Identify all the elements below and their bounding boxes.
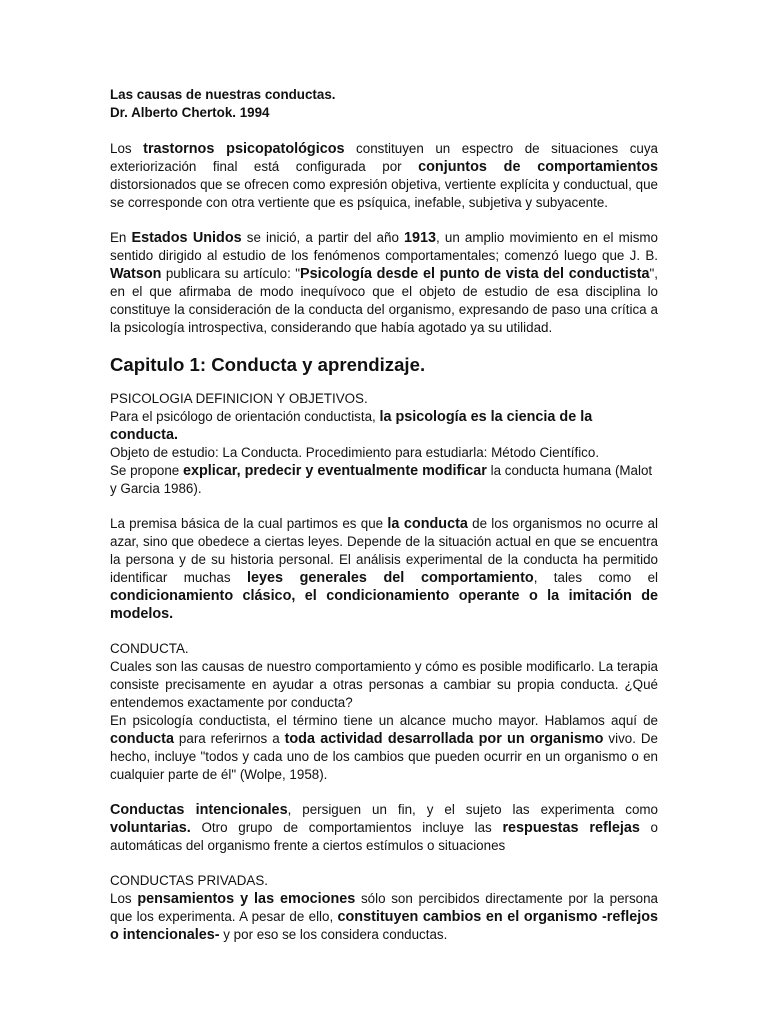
document-body — [110, 86, 658, 944]
section-heading-conducta: CONDUCTA. — [110, 641, 189, 656]
document-author: Dr. Alberto Chertok. 1994 — [110, 105, 270, 120]
conducta-paragraph-1: Cuales son las causas de nuestro comportamiento y cómo es posible modificarlo. La terapia consiste precisamente en ayudar a otras personas a cambiar su propia conducta. ¿Qué entendemos exactamente por conducta? — [110, 659, 658, 710]
object-line: Objeto de estudio: La Conducta. Procedimiento para estudiarla: Método Científico. — [110, 445, 600, 460]
chapter-title: Capitulo 1: Conducta y aprendizaje. — [110, 354, 426, 375]
section-heading-definicion: PSICOLOGIA DEFINICION Y OBJETIVOS. — [110, 391, 368, 406]
conducta-paragraph-2: En psicología conductista, el término tiene un alcance mucho mayor. Hablamos aquí de conducta para referirnos a toda actividad desarrollada por un organismo vivo. De hecho, incluye "todos y cada uno de los cambios que pueden ocurrir en un organismo o en cualquier parte de él" (Wolpe, 1958). — [110, 713, 658, 782]
definition-line: Para el psicólogo de orientación conductista, la psicología es la ciencia de la conducta. — [110, 409, 593, 443]
conducta-paragraph-3: Conductas intencionales, persiguen un fin, y el sujeto las experimenta como voluntarias. Otro grupo de comportamientos incluye las respuestas reflejas o automáticas del organismo frente a ciertos estímulos o situaciones — [110, 802, 659, 853]
intro-paragraph-2: En Estados Unidos se inició, a partir del año 1913, un amplio movimiento en el mismo sentido dirigido al estudio de los fenómenos comportamentales; comenzó luego que J. B. Watson publicara su artículo: "Psicología desde el punto de vista del conductista", en el que afirmaba de modo inequívoco que el objeto de estudio de esa disciplina lo constituye la consideración de la conducta del organismo, expresando de paso una crítica a la psicología introspectiva, considerando que había agotado ya su utilidad. — [110, 230, 658, 335]
section-heading-privadas: CONDUCTAS PRIVADAS. — [110, 873, 268, 888]
premise-paragraph: La premisa básica de la cual partimos es que la conducta de los organismos no ocurre al azar, sino que obedece a ciertas leyes. Depende de la situación actual en que se encuentra la persona y de su historia personal. El análisis experimental de la conducta ha permitido identificar muchas leyes generales del comportamiento, tales como el condicionamiento clásico, el condicionamiento operante o la imitación de modelos. — [110, 516, 659, 622]
document-title: Las causas de nuestras conductas. — [110, 87, 336, 102]
privadas-paragraph: Los pensamientos y las emociones sólo son percibidos directamente por la persona que los experimenta. A pesar de ello, constituyen cambios en el organismo -reflejos o intencionales- y por eso se los considera conductas. — [110, 891, 659, 943]
intro-paragraph-1: Los trastornos psicopatológicos constituyen un espectro de situaciones cuya exteriorización final está configurada por conjuntos de comportamientos distorsionados que se ofrecen como expresión objetiva, vertiente explícita y conductual, que se corresponde con otra vertiente que es psíquica, inefable, subjetiva y subyacente. — [110, 141, 658, 210]
purpose-line: Se propone explicar, predecir y eventualmente modificar la conducta humana (Malot y Garcia 1986). — [110, 463, 653, 496]
